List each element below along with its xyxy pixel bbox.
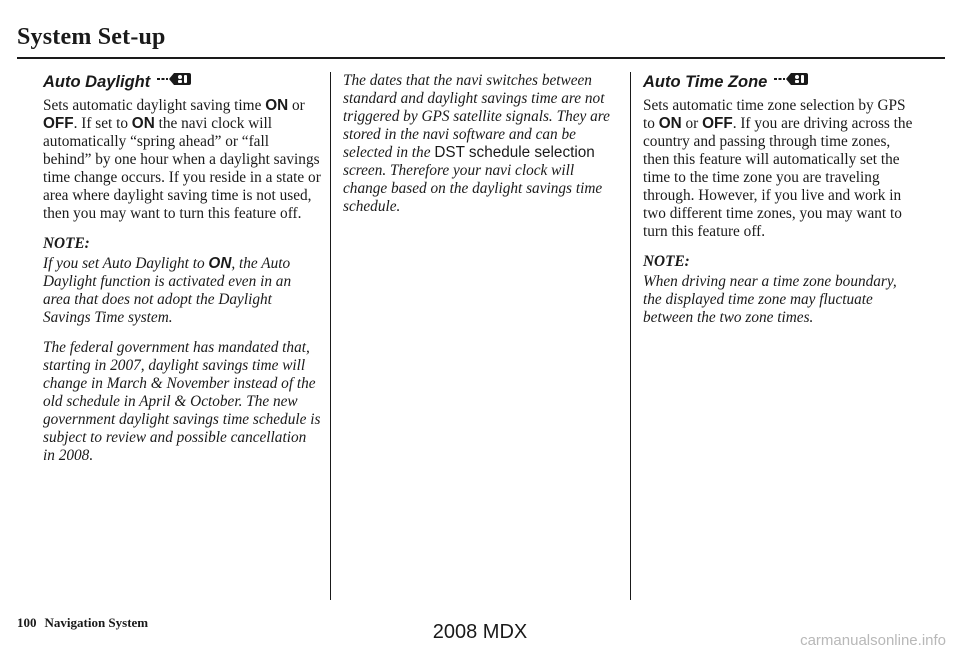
auto-time-zone-description: Sets automatic time zone selection by GPS to ON or OFF. If you are driving across the country and passing through time zones, then this feature will automatically set the time to the time zone you are traveling through. However, if you live and work in two different time zones, you may want to turn this feature off.	[643, 97, 913, 240]
dst-screen-name: DST schedule selection	[434, 144, 595, 161]
model-watermark: 2008 MDX	[432, 621, 528, 643]
column-divider	[330, 72, 331, 600]
auto-daylight-description: Sets automatic daylight saving time ON or OFF. If set to ON the navi clock will automatically “spring ahead” or “fall behind” by one hour when a daylight savings time change occurs. If you reside in a state or area where daylight saving time is not used, then you may want to turn this feature off.	[43, 97, 321, 222]
auto-time-zone-heading-text: Auto Time Zone	[643, 72, 768, 91]
page-title: System Set-up	[17, 24, 166, 50]
on-option-label: ON	[265, 97, 289, 114]
voice-command-icon	[156, 70, 192, 93]
note-label: NOTE:	[643, 253, 690, 270]
on-option-label: ON	[131, 115, 155, 132]
voice-command-icon	[773, 70, 809, 93]
federal-dst-note: The federal government has mandated that, starting in 2007, daylight savings time will change in March & November instead of the old schedule in April & October. The new government daylight savings time schedule is subject to review and possible cancellation in 2008.	[43, 339, 321, 464]
auto-daylight-heading-text: Auto Daylight	[43, 72, 151, 91]
title-rule	[17, 57, 945, 59]
on-option-label: ON	[658, 115, 682, 132]
on-option-label: ON	[208, 255, 232, 272]
site-watermark: carmanualsonline.info	[800, 632, 946, 649]
note-label: NOTE:	[43, 235, 90, 252]
dst-schedule-note: The dates that the navi switches between standard and daylight savings time are not triggered by GPS satellite signals. They are stored in the navi software and can be selected in the DST schedule selection screen. Therefore your navi clock will change based on the daylight savings time schedule.	[343, 72, 610, 215]
off-option-label: OFF	[43, 115, 74, 132]
page-number: 100	[17, 615, 37, 630]
off-option-label: OFF	[702, 115, 733, 132]
column-auto-daylight	[43, 70, 321, 477]
auto-daylight-heading	[43, 70, 321, 93]
column-auto-time-zone	[643, 70, 919, 339]
column-divider	[630, 72, 631, 600]
column-dst-schedule	[343, 72, 619, 228]
footer-section: Navigation System	[44, 615, 149, 630]
time-zone-note: When driving near a time zone boundary, the displayed time zone may fluctuate between the two zone times.	[643, 273, 897, 326]
auto-daylight-note: If you set Auto Daylight to ON, the Auto Daylight function is activated even in an area that does not adopt the Daylight Savings Time system.	[43, 255, 292, 326]
auto-time-zone-heading	[643, 70, 919, 93]
